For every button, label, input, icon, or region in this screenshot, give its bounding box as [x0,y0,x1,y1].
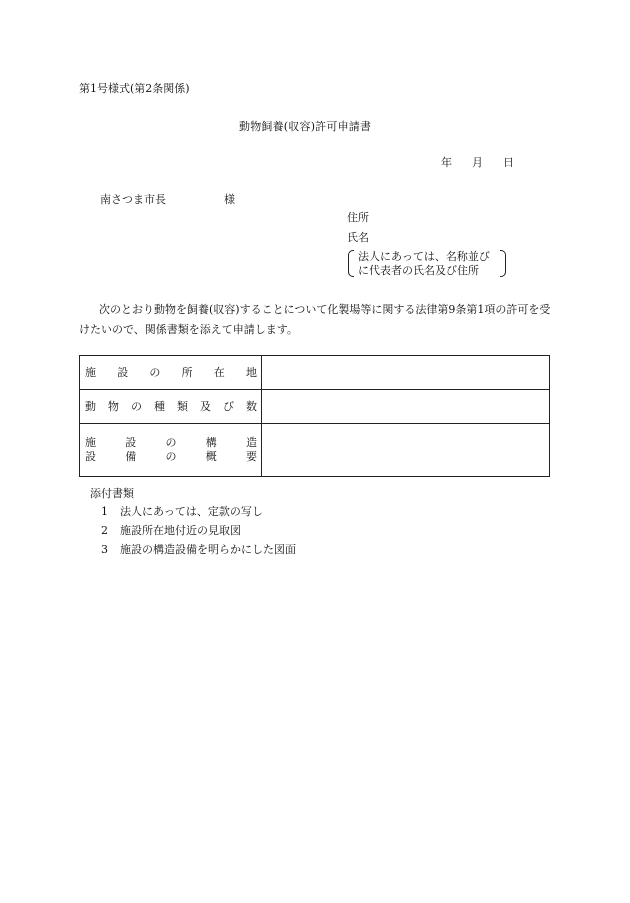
animals-value[interactable] [262,390,550,424]
attachment-text: 施設の構造設備を明らかにした図面 [120,543,296,556]
table-row-animals [80,390,550,424]
label-char: 概 [205,450,217,463]
label-char: 在 [213,365,225,379]
month-label: 月 [472,156,483,169]
label-char: 数 [246,399,257,413]
attachment-text: 施設所在地付近の見取図 [120,524,241,537]
addressee-name: 南さつま市長 [100,193,166,206]
label-char: 構 [205,436,217,449]
attachment-item [101,525,241,536]
label-char: 地 [245,365,257,379]
label-char: 施 [85,365,96,379]
label-char: 施 [85,436,96,449]
structure-label-line1 [85,436,257,450]
attachment-item [101,506,263,517]
attachments-title: 添付書類 [90,487,134,500]
structure-label [80,424,262,477]
addressee [100,194,235,205]
location-label-text [85,366,257,380]
corporation-note-line1: 法人にあっては、名称並び [358,250,490,263]
form-number: 第1号様式(第2条関係) [79,82,190,95]
label-char: 類 [177,399,188,413]
label-char: の [131,399,142,413]
label-char: 及 [200,399,211,413]
left-bracket [348,250,354,277]
label-char: 設 [85,450,96,463]
location-label [80,356,262,390]
structure-value[interactable] [262,424,550,477]
label-char: 設 [117,365,129,379]
label-char: 所 [181,365,193,379]
label-char: び [223,399,234,413]
label-char: の [165,436,177,449]
application-table [79,355,550,477]
attachment-text: 法人にあっては、定款の写し [120,505,263,518]
attachment-number: 2 [101,524,108,537]
year-label: 年 [441,156,452,169]
name-label: 氏名 [347,231,369,244]
right-bracket [500,250,506,277]
corporation-note [348,249,506,279]
label-char: の [149,365,161,379]
table-row-location [80,356,550,390]
day-label: 日 [503,156,514,169]
animals-label [80,390,262,424]
location-value[interactable] [262,356,550,390]
attachment-item [101,544,296,555]
addressee-honorific: 様 [224,193,235,206]
document-title: 動物飼養(収容)許可申請書 [239,120,372,133]
attachment-number: 3 [101,543,108,556]
animals-label-text [85,400,257,414]
label-char: 種 [154,399,165,413]
address-label: 住所 [347,211,369,224]
label-char: 備 [125,450,137,463]
label-char: 物 [108,399,119,413]
label-char: 造 [246,436,257,449]
label-char: の [165,450,177,463]
corporation-note-line2: に代表者の氏名及び住所 [358,264,479,277]
label-char: 動 [85,399,96,413]
structure-label-line2 [85,450,257,464]
table-row-structure [80,424,550,477]
attachment-number: 1 [101,505,108,518]
date-line [441,157,514,168]
label-char: 要 [246,450,257,463]
label-char: 設 [125,436,137,449]
application-statement: 次のとおり動物を飼養(収容)することについて化製場等に関する法律第9条第1項の許可を受けたいので、関係書類を添えて申請します。 [79,303,551,336]
